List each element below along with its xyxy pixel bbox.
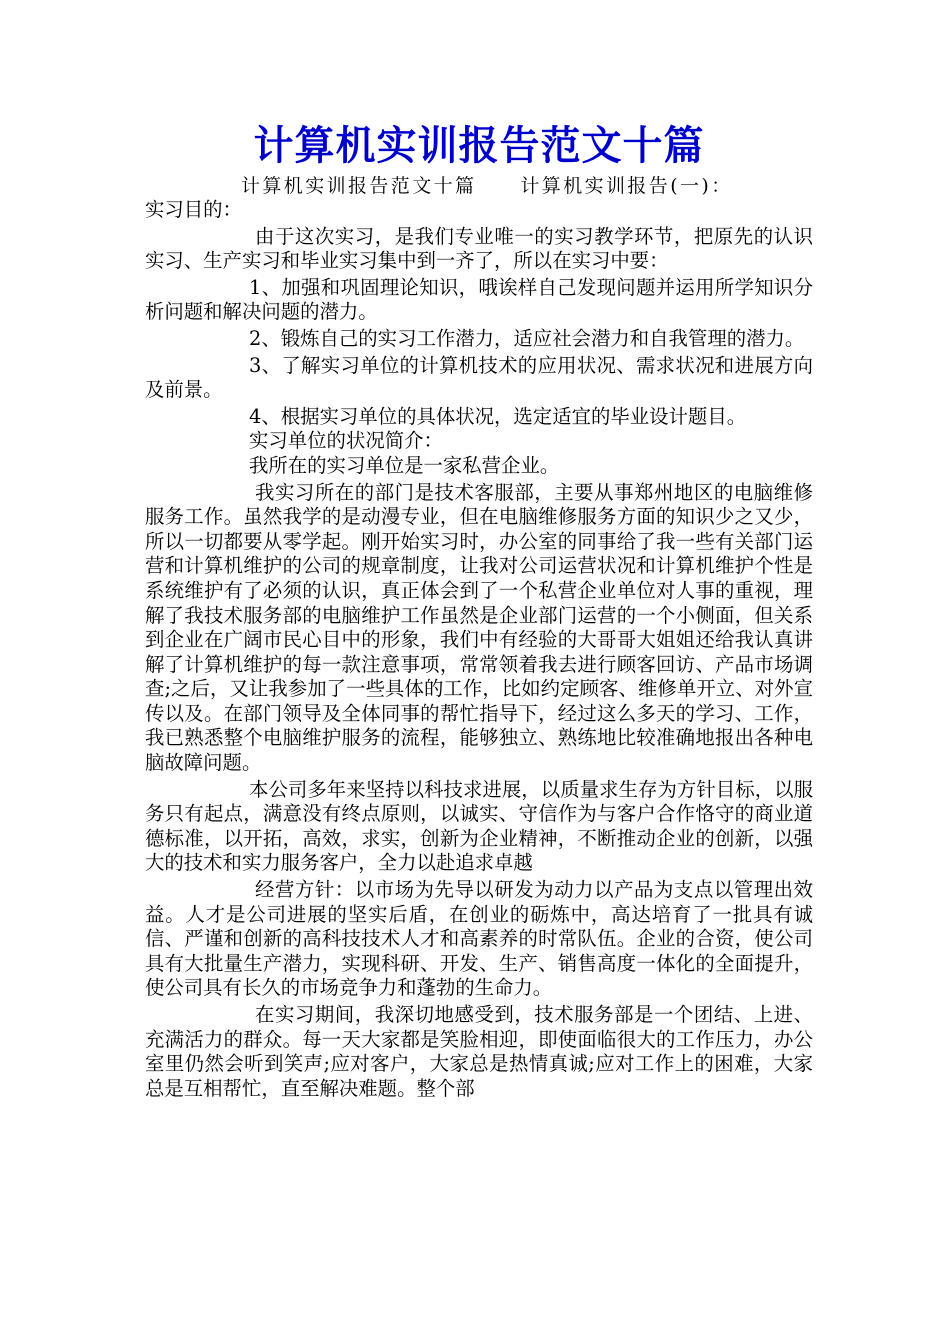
- paragraph: 经营方针：以市场为先导以研发为动力以产品为支点以管理出效益。人才是公司进展的坚实后盾，在创业的砺炼中，高达培育了一批具有诚信、严谨和创新的高科技技术人才和高素养的时常队伍。企业的合资，使公司具有大批量生产潜力，实现科研、开发、生产、销售高度一体化的全面提升，使公司具有长久的市场竞争力和蓬勃的生命力。: [145, 878, 813, 1000]
- paragraph: 4、根据实习单位的具体状况，选定适宜的毕业设计题目。: [249, 404, 747, 428]
- paragraph: 2、锻炼自己的实习工作潜力，适应社会潜力和自我管理的潜力。: [249, 326, 805, 350]
- document-title: 计算机实训报告范文十篇: [253, 123, 705, 169]
- document-subtitle: [145, 174, 813, 198]
- paragraph: 实习目的：: [145, 198, 242, 221]
- paragraph: 由于这次实习，是我们专业唯一的实习教学环节，把原先的认识实习、生产实习和毕业实习集中到一齐了，所以在实习中要：: [145, 224, 813, 273]
- paragraph: 1、加强和巩固理论知识，哦诶样自己发现问题并运用所学知识分析问题和解决问题的潜力。: [145, 275, 813, 324]
- subtitle-right: 计算机实训报告(一)：: [520, 175, 733, 197]
- document-page: [145, 118, 813, 1101]
- paragraph: 本公司多年来坚持以科技求进展，以质量求生存为方针目标，以服务只有起点，满意没有终点原则，以诚实、守信作为与客户合作恪守的商业道德标准，以开拓，高效，求实，创新为企业精神，不断推动企业的创新，以强大的技术和实力服务客户，全力以赴追求卓越: [145, 777, 813, 875]
- paragraph: 3、了解实习单位的计算机技术的应用状况、需求状况和进展方向及前景。: [145, 353, 813, 402]
- paragraph: 我实习所在的部门是技术客服部，主要从事郑州地区的电脑维修服务工作。虽然我学的是动漫专业，但在电脑维修服务方面的知识少之又少，所以一切都要从零学起。刚开始实习时，办公室的同事给了我一些有关部门运营和计算机维护的公司的规章制度，让我对公司运营状况和计算机维护个性是系统维护有了必须的认识，真正体会到了一个私营企业单位对人事的重视，理解了我技术服务部的电脑维护工作虽然是企业部门运营的一个小侧面，但关系到企业在广阔市民心目中的形象，我们中有经验的大哥哥大姐姐还给我认真讲解了计算机维护的每一款注意事项，常常领着我去进行顾客回访、产品市场调查;之后，又让我参加了一些具体的工作，比如约定顾客、维修单开立、对外宣传以及。在部门领导及全体同事的帮忙指导下，经过这么多天的学习、工作，我已熟悉整个电脑维护服务的流程，能够独立、熟练地比较准确地报出各种电脑故障问题。: [145, 480, 813, 775]
- paragraph: 在实习期间，我深切地感受到，技术服务部是一个团结、上进、充满活力的群众。每一天大家都是笑脸相迎，即使面临很大的工作压力，办公室里仍然会听到笑声;应对客户，大家总是热情真诚;应对工作上的困难，大家总是互相帮忙，直至解决难题。整个部: [145, 1003, 813, 1100]
- paragraph: 我所在的实习单位是一家私营企业。: [249, 453, 560, 477]
- document-body: [145, 198, 813, 1101]
- subtitle-left: 计算机实训报告范文十篇: [241, 175, 477, 197]
- paragraph: 实习单位的状况简介：: [249, 429, 443, 453]
